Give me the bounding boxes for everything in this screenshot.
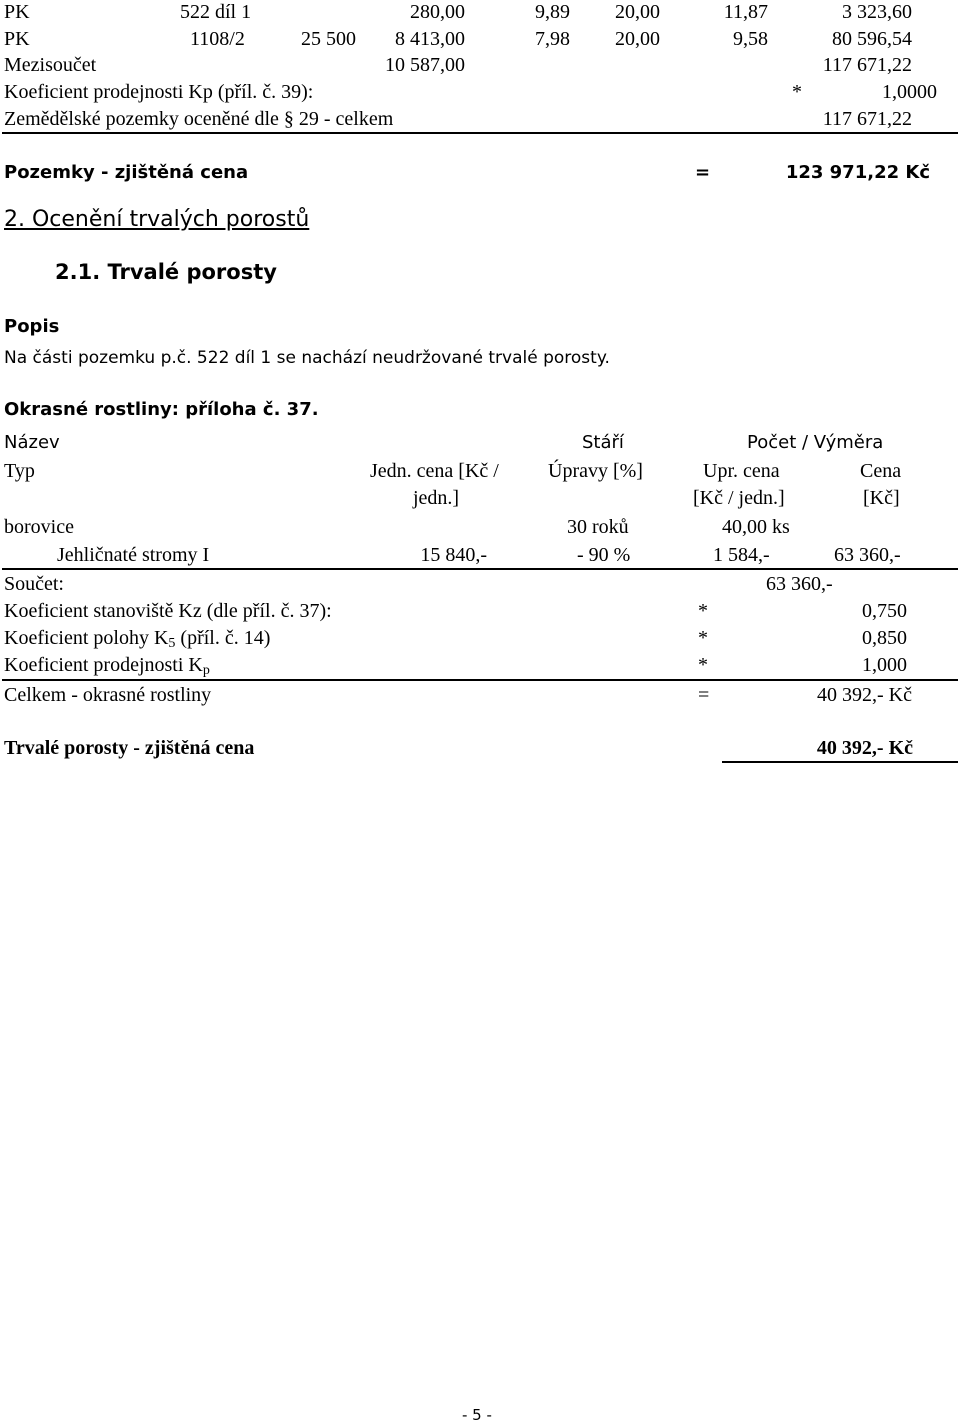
table-row-2-code: 25 500 (301, 28, 356, 50)
header-adjusted-price-2: [Kč / jedn.] (693, 487, 785, 509)
k5-label (4, 626, 270, 650)
table-row-2-value: 80 596,54 (832, 28, 912, 50)
ornamental-total-label: Celkem - okrasné rostliny (4, 684, 212, 706)
header-count: Počet / Výměra (747, 432, 884, 453)
kp-value: 1,000 (862, 654, 907, 676)
table-row-1-type: PK (4, 1, 30, 23)
item-count: 40,00 ks (722, 516, 790, 538)
divider (2, 132, 958, 134)
kz-value: 0,750 (862, 600, 907, 622)
coefficient-value: 1,0000 (882, 81, 937, 103)
kp-operator: * (698, 654, 708, 676)
kz-operator: * (698, 600, 708, 622)
description-text: Na části pozemku p.č. 522 díl 1 se nachází neudržované trvalé porosty. (4, 348, 610, 368)
land-result-label: Pozemky - zjištěná cena (4, 162, 249, 183)
header-type: Typ (4, 460, 35, 482)
page-number: - 5 - (462, 1406, 492, 1424)
k5-subscript: 5 (168, 636, 176, 651)
sum-label: Součet: (4, 573, 64, 595)
description-label: Popis (4, 316, 60, 337)
table-row-1-area: 280,00 (410, 1, 465, 23)
land-total-value: 117 671,22 (822, 108, 912, 130)
ornamental-total-value: 40 392,- Kč (817, 684, 912, 706)
table-row-2-parcel: 1108/2 (190, 28, 245, 50)
header-age: Stáří (582, 432, 624, 453)
coefficient-label: Koeficient prodejnosti Kp (příl. č. 39): (4, 81, 314, 103)
item-unit-price: 15 840,- (420, 544, 487, 566)
header-price-2: [Kč] (863, 487, 900, 509)
land-result-value: 123 971,22 Kč (785, 162, 930, 183)
k5-operator: * (698, 627, 708, 649)
header-name: Název (4, 432, 60, 453)
subtotal-value: 117 671,22 (822, 54, 912, 76)
item-age: 30 roků (567, 516, 629, 538)
table-row-1-pct: 20,00 (615, 1, 660, 23)
final-label: Trvalé porosty - zjištěná cena (4, 737, 255, 759)
table-row-2-price: 7,98 (535, 28, 570, 50)
table-row-1-price: 9,89 (535, 1, 570, 23)
k5-value: 0,850 (862, 627, 907, 649)
land-total-label: Zemědělské pozemky oceněné dle § 29 - celkem (4, 108, 394, 130)
kp-label (4, 653, 210, 677)
item-name: borovice (4, 516, 74, 538)
coefficient-operator: * (792, 81, 802, 103)
final-underline (722, 761, 958, 763)
table-row-2-type: PK (4, 28, 30, 50)
ornamental-heading: Okrasné rostliny: příloha č. 37. (4, 399, 319, 420)
divider (2, 679, 958, 681)
header-price: Cena (860, 460, 902, 482)
section-heading: 2. Ocenění trvalých porostů (4, 207, 310, 232)
table-row-1-value: 3 323,60 (842, 1, 912, 23)
item-price: 63 360,- (834, 544, 901, 566)
land-result-operator: = (695, 162, 711, 183)
table-row-2-pct: 20,00 (615, 28, 660, 50)
divider (2, 568, 958, 570)
table-row-1-unit: 11,87 (723, 1, 768, 23)
final-value: 40 392,- Kč (816, 737, 913, 759)
header-unit-price-2: jedn.] (413, 487, 460, 509)
item-adjusted-price: 1 584,- (713, 544, 770, 566)
k5-label-text: Koeficient polohy K (4, 627, 169, 649)
kp-label-text: Koeficient prodejnosti K (4, 654, 203, 676)
subtotal-area: 10 587,00 (385, 54, 465, 76)
item-type: Jehličnaté stromy I (57, 544, 210, 566)
ornamental-total-operator: = (698, 684, 710, 706)
table-row-2-area: 8 413,00 (395, 28, 465, 50)
item-adjustment: - 90 % (577, 544, 631, 566)
k5-label-ref: (příl. č. 14) (180, 627, 271, 649)
sum-value: 63 360,- (766, 573, 833, 595)
header-adjusted-price: Upr. cena (703, 460, 780, 482)
kp-subscript: p (202, 663, 210, 678)
kz-label: Koeficient stanoviště Kz (dle příl. č. 37): (4, 600, 332, 622)
header-adjustment: Úpravy [%] (548, 460, 643, 482)
header-unit-price: Jedn. cena [Kč / (370, 460, 499, 482)
subsection-heading: 2.1. Trvalé porosty (55, 260, 277, 284)
table-row-2-unit: 9,58 (733, 28, 768, 50)
subtotal-label: Mezisoučet (4, 54, 97, 76)
table-row-1-parcel: 522 díl 1 (180, 1, 252, 23)
